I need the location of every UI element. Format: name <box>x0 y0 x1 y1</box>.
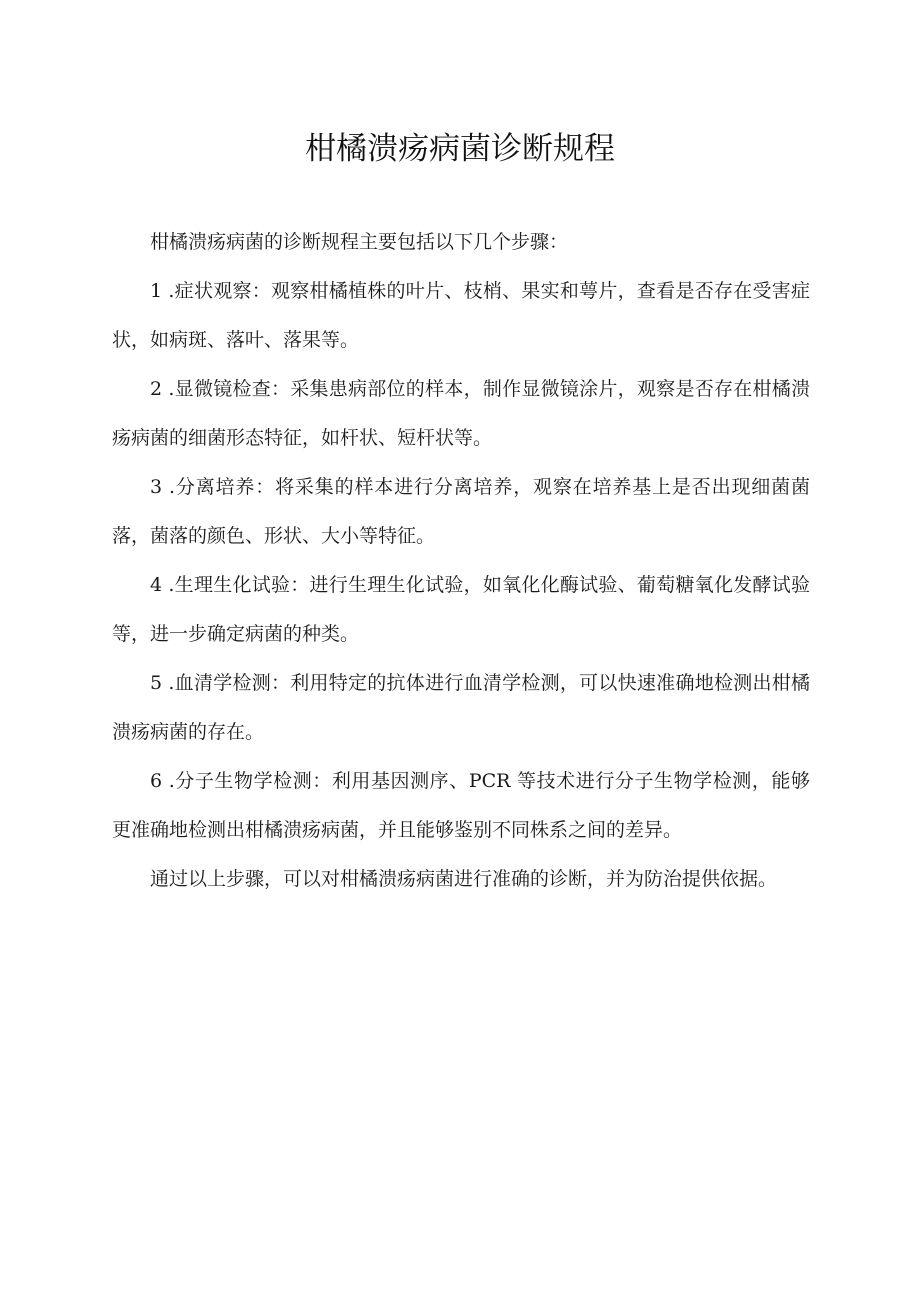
step-2-paragraph: 2 .显微镜检查：采集患病部位的样本，制作显微镜涂片，观察是否存在柑橘溃疡病菌的细菌形态特征，如杆状、短杆状等。 <box>112 378 810 449</box>
document-title: 柑橘溃疡病菌诊断规程 <box>305 131 615 167</box>
step-4-paragraph: 4 .生理生化试验：进行生理生化试验，如氧化化酶试验、葡萄糖氧化发酵试验等，进一步确定病菌的种类。 <box>112 574 810 645</box>
intro-paragraph: 柑橘溃疡病菌的诊断规程主要包括以下几个步骤： <box>150 231 569 253</box>
step-3-paragraph: 3 .分离培养：将采集的样本进行分离培养，观察在培养基上是否出现细菌菌落，菌落的颜色、形状、大小等特征。 <box>112 476 810 547</box>
step-5-paragraph: 5 .血清学检测：利用特定的抗体进行血清学检测，可以快速准确地检测出柑橘溃疡病菌的存在。 <box>112 672 810 743</box>
step-1-paragraph: 1 .症状观察：观察柑橘植株的叶片、枝梢、果实和萼片，查看是否存在受害症状，如病斑、落叶、落果等。 <box>112 280 810 351</box>
conclusion-paragraph: 通过以上步骤，可以对柑橘溃疡病菌进行准确的诊断，并为防治提供依据。 <box>150 868 778 890</box>
step-6-paragraph: 6 .分子生物学检测：利用基因测序、PCR 等技术进行分子生物学检测，能够更准确地检测出柑橘溃疡病菌，并且能够鉴别不同株系之间的差异。 <box>112 770 810 841</box>
document-body <box>112 218 810 904</box>
